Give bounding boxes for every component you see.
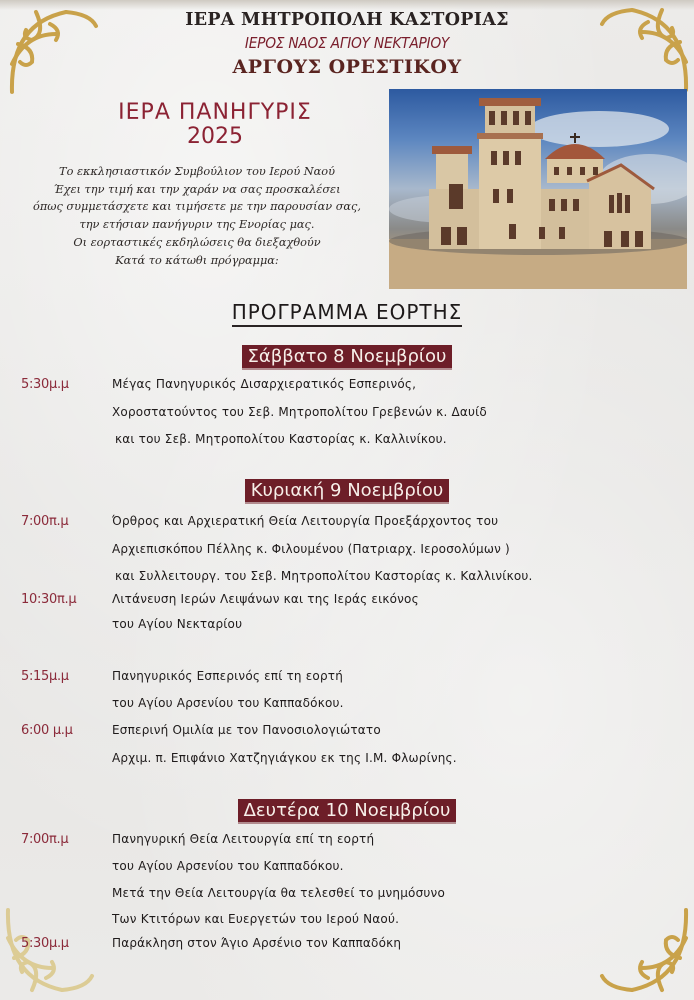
event-line: Λιτάνευση Ιερών Λειψάνων και της Ιεράς εικόνος	[112, 592, 419, 606]
church-name-heading: ΙΕΡΟΣ ΝΑΟΣ ΑΓΙΟΥ ΝΕΚΤΑΡΙΟΥ	[244, 34, 450, 52]
event-line: του Αγίου Νεκταρίου	[112, 617, 243, 631]
event-line: Όρθρος και Αρχιερατική Θεία Λειτουργία Προεξάρχοντος του	[112, 514, 499, 528]
day-label: Κυριακή 9 Νοεμβρίου	[245, 479, 450, 502]
event-line: και του Σεβ. Μητροπολίτου Καστορίας κ. Καλλινίκου.	[115, 432, 447, 446]
feast-title: ΙΕΡΑ ΠΑΝΗΓΥΡΙΣ	[118, 100, 312, 125]
program-title-text: ΠΡΟΓΡΑΜΜΑ ΕΟΡΤΗΣ	[232, 300, 463, 327]
day-label: Δευτέρα 10 Νοεμβρίου	[238, 799, 457, 822]
invitation-line: Οι εορταστικές εκδηλώσεις θα διεξαχθούν	[73, 235, 321, 249]
event-line: Μετά την Θεία Λειτουργία θα τελεσθεί το μνημόσυνο	[112, 886, 445, 900]
program-title	[0, 300, 694, 324]
schedule-row	[0, 723, 694, 745]
event-line: Αρχιεπισκόπου Πέλλης κ. Φιλουμένου (Πατριαρχ. Ιεροσολύμων )	[112, 542, 510, 556]
church-photo	[389, 89, 687, 289]
event-time: 7:00π.μ	[21, 832, 69, 847]
day-banner-saturday	[0, 345, 694, 368]
schedule-row	[0, 542, 694, 564]
schedule-row	[0, 912, 694, 934]
invitation-line: Το εκκλησιαστικόν Συμβούλιον του Ιερού Ναού	[59, 165, 335, 178]
schedule-row	[0, 617, 694, 639]
schedule-row	[0, 936, 694, 958]
event-line: Πανηγυρικός Εσπερινός επί τη εορτή	[112, 669, 344, 683]
event-line: Χοροστατούντος του Σεβ. Μητροπολίτου Γρεβενών κ. Δαυίδ	[112, 405, 487, 419]
event-line: Αρχιμ. π. Επιφάνιο Χατζηγιάγκου εκ της Ι.Μ. Φλωρίνης.	[112, 751, 457, 765]
event-time: 7:00π.μ	[21, 514, 69, 529]
event-line: Μέγας Πανηγυρικός Δισαρχιερατικός Εσπερινός,	[112, 377, 417, 391]
event-line: Παράκληση στον Άγιο Αρσένιο τον Καππαδόκη	[112, 936, 402, 950]
invitation-line: Έχει την τιμή και την χαράν να σας προσκαλέσει	[53, 182, 341, 196]
town-heading: ΑΡΓΟΥΣ ΟΡΕΣΤΙΚΟΥ	[232, 56, 462, 78]
event-line: του Αγίου Αρσενίου του Καππαδόκου.	[112, 859, 344, 873]
schedule-row	[0, 592, 694, 614]
schedule-row	[0, 669, 694, 691]
day-banner-sunday	[0, 479, 694, 502]
day-label: Σάββατο 8 Νοεμβρίου	[242, 345, 453, 368]
schedule-row	[0, 751, 694, 773]
schedule-row	[0, 569, 694, 591]
invitation-line: την ετήσιαν πανήγυριν της Ενορίας μας.	[79, 218, 315, 232]
event-time: 5:30μ.μ	[21, 936, 69, 951]
event-time: 5:30μ.μ	[21, 377, 69, 392]
schedule-row	[0, 405, 694, 427]
schedule-row	[0, 432, 694, 454]
schedule-row	[0, 377, 694, 399]
schedule-row	[0, 514, 694, 536]
invitation-line: όπως συμμετάσχετε και τιμήσετε με την παρουσίαν σας,	[33, 200, 361, 214]
feast-year: 2025	[187, 124, 243, 149]
schedule-row	[0, 696, 694, 718]
event-time: 5:15μ.μ	[21, 669, 69, 684]
event-line: του Αγίου Αρσενίου του Καππαδόκου.	[112, 696, 344, 710]
event-line: Των Κτιτόρων και Ευεργετών του Ιερού Ναού.	[112, 912, 400, 926]
metropolis-heading: ΙΕΡΑ ΜΗΤΡΟΠΟΛΗ ΚΑΣΤΟΡΙΑΣ	[185, 10, 509, 30]
event-line: Πανηγυρική Θεία Λειτουργία επί τη εορτή	[112, 832, 375, 846]
invitation-text	[28, 163, 366, 269]
event-time: 6:00 μ.μ	[21, 723, 73, 738]
event-line: και Συλλειτουργ. του Σεβ. Μητροπολίτου Καστορίας κ. Καλλινίκου.	[115, 569, 533, 583]
event-time: 10:30π.μ	[21, 592, 77, 607]
event-line: Εσπερινή Ομιλία με τον Πανοσιολογιώτατο	[112, 723, 381, 737]
schedule-row	[0, 886, 694, 908]
day-banner-monday	[0, 799, 694, 822]
schedule-row	[0, 832, 694, 854]
invitation-line: Κατά το κάτωθι πρόγραμμα:	[115, 253, 279, 267]
schedule-row	[0, 859, 694, 881]
